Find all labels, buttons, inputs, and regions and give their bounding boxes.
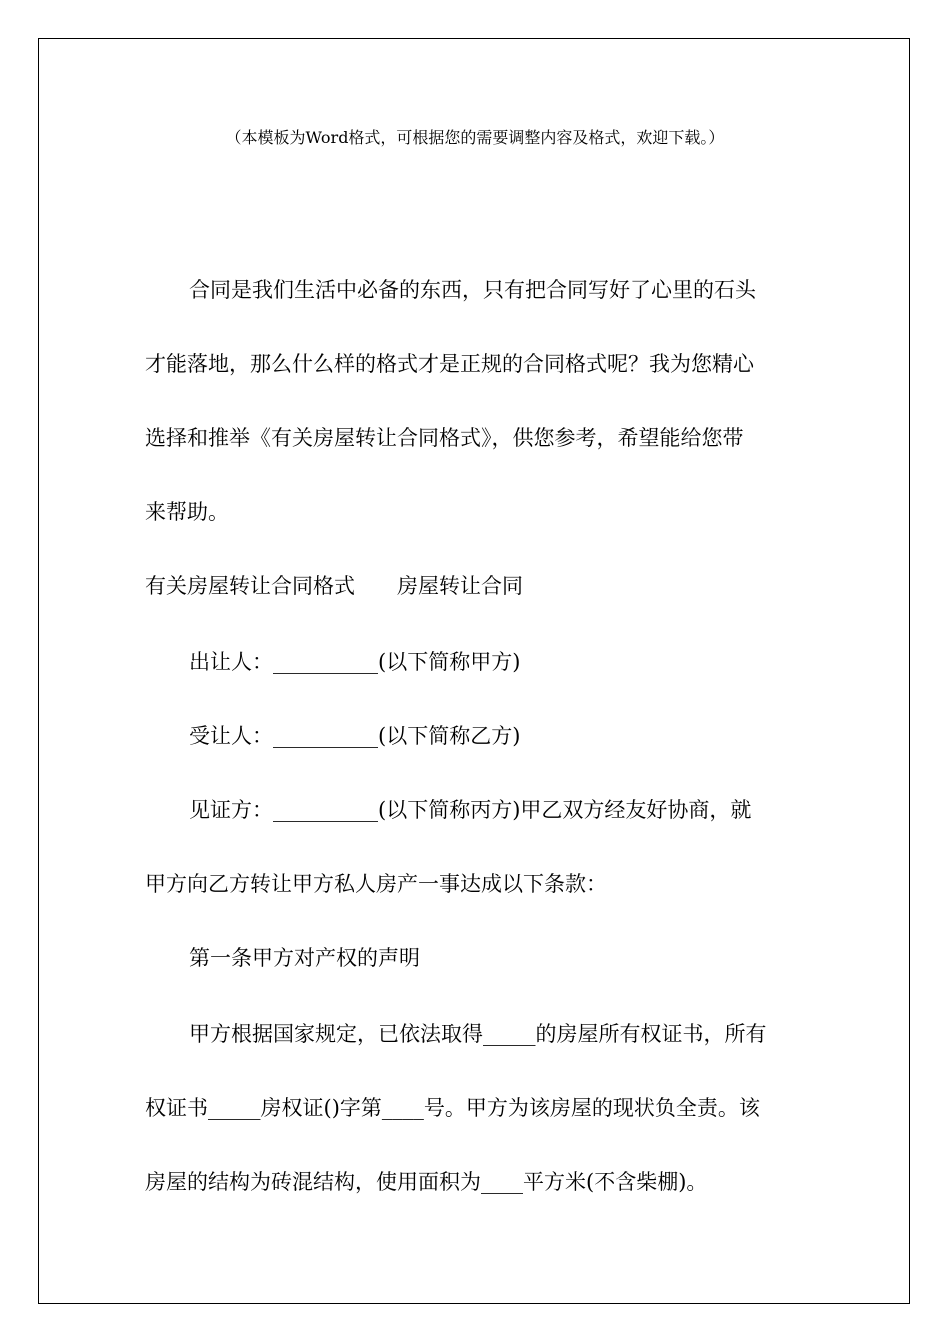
contract-heading: 有关房屋转让合同格式 房屋转让合同: [145, 574, 523, 598]
intro-line-2: 才能落地，那么什么样的格式才是正规的合同格式呢？我为您精心: [145, 352, 754, 376]
party-witness-cont: 甲方向乙方转让甲方私人房产一事达成以下条款：: [145, 872, 607, 896]
party-witness: 见证方：__________(以下简称丙方)甲乙双方经友好协商，就: [189, 798, 752, 822]
article-1-line-2: 权证书_____房权证()字第____号。甲方为该房屋的现状负全责。该: [145, 1096, 760, 1120]
article-1-line-1: 甲方根据国家规定，已依法取得_____的房屋所有权证书，所有: [189, 1022, 767, 1046]
party-transferee: 受让人：__________(以下简称乙方): [189, 724, 521, 748]
article-1-line-3: 房屋的结构为砖混结构，使用面积为____平方米(不含柴棚)。: [145, 1170, 708, 1194]
party-transferor: 出让人：__________(以下简称甲方): [189, 650, 521, 674]
intro-line-4: 来帮助。: [145, 500, 229, 524]
template-note: （本模板为Word格式，可根据您的需要调整内容及格式，欢迎下载。）: [225, 128, 725, 147]
intro-line-3: 选择和推举《有关房屋转让合同格式》，供您参考，希望能给您带: [145, 426, 744, 450]
intro-line-1: 合同是我们生活中必备的东西，只有把合同写好了心里的石头: [189, 278, 756, 302]
article-1-title: 第一条甲方对产权的声明: [189, 946, 420, 970]
